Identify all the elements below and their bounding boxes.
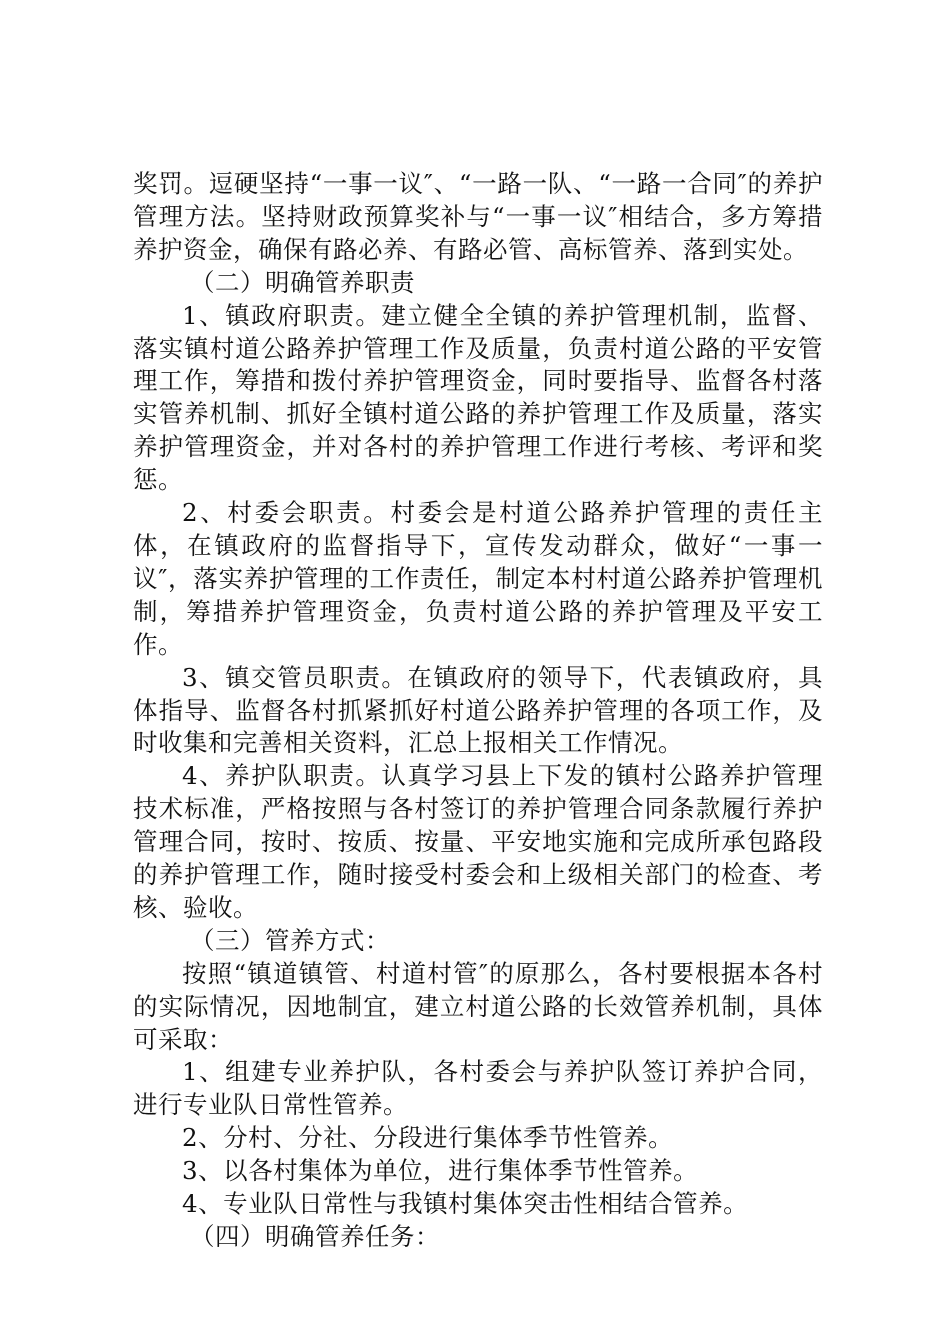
paragraph-maintenance-team: 4、养护队职责。认真学习县上下发的镇村公路养护管理技术标准，严格按照与各村签订的养护管理合同条款履行养护管理合同，按时、按质、按量、平安地实施和完成所承包路段的养护管理工作，随时接受村委会和上级相关部门的检查、考核、验收。 (133, 761, 823, 922)
section-heading-4: （四）明确管养任务： (190, 1222, 440, 1251)
paragraph-traffic-officer: 3、镇交管员职责。在镇政府的领导下，代表镇政府，具体指导、监督各村抓紧抓好村道公路养护管理的各项工作，及时收集和完善相关资料，汇总上报相关工作情况。 (133, 662, 823, 758)
list-item-4: 4、专业队日常性与我镇村集体突击性相结合管养。 (182, 1189, 749, 1219)
paragraph-continued: 奖罚。逗硬坚持“一事一议″、“一路一队、“一路一合同″的养护管理方法。坚持财政预算奖补与“一事一议″相结合，多方筹措养护资金，确保有路必养、有路必管、高标管养、落到实处。 (133, 169, 823, 264)
section-heading-3: （三）管养方式： (190, 925, 390, 955)
paragraph-village-committee: 2、村委会职责。村委会是村道公路养护管理的责任主体，在镇政府的监督指导下，宣传发动群众，做好“一事一议″，落实养护管理的工作责任，制定本村村道公路养护管理机制，筹措养护管理资金，负责村道公路的养护管理及平安工作。 (133, 498, 823, 659)
paragraph-management-principle: 按照“镇道镇管、村道村管″的原那么，各村要根据本各村的实际情况，因地制宜，建立村道公路的长效管养机制，具体可采取： (133, 958, 823, 1054)
list-item-1: 1、组建专业养护队，各村委会与养护队签订养护合同，进行专业队日常性管养。 (133, 1057, 823, 1120)
section-heading-2: （二）明确管养职责 (190, 267, 415, 297)
paragraph-town-government: 1、镇政府职责。建立健全全镇的养护管理机制，监督、落实镇村道公路养护管理工作及质量，负责村道公路的平安管理工作，筹措和拨付养护管理资金，同时要指导、监督各村落实管养机制、抓好全镇村道公路的养护管理工作及质量，落实养护管理资金，并对各村的养护管理工作进行考核、考评和奖惩。 (133, 300, 823, 495)
list-item-3: 3、以各村集体为单位，进行集体季节性管养。 (182, 1156, 699, 1186)
list-item-2: 2、分村、分社、分段进行集体季节性管养。 (182, 1123, 674, 1153)
document-body (133, 168, 823, 1254)
